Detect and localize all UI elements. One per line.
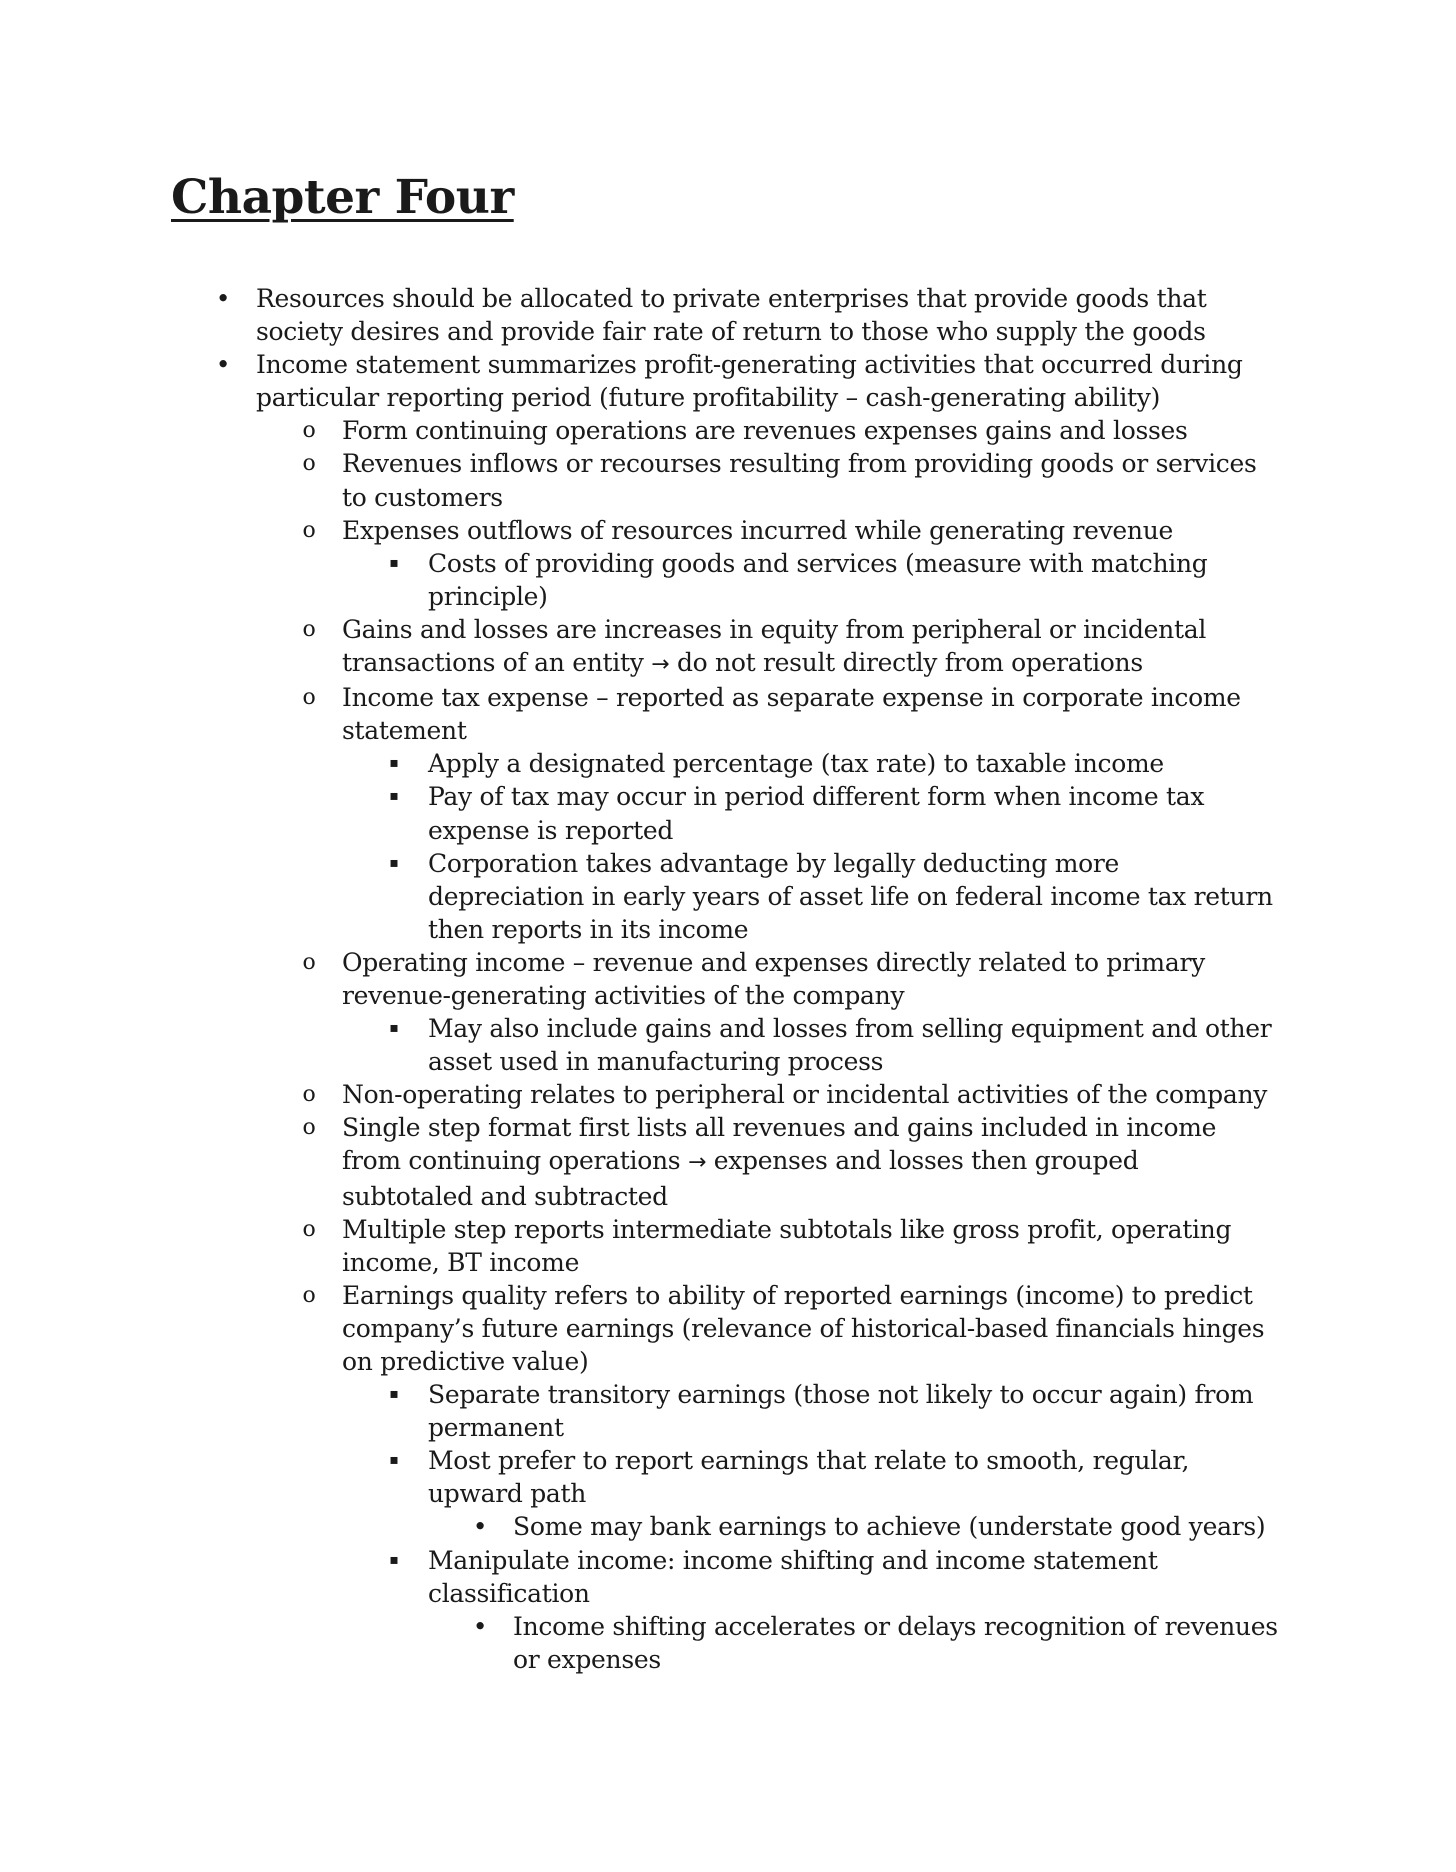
circle-bullet-marker: o (302, 616, 316, 642)
sub-bullet-item (302, 681, 1274, 747)
circle-bullet-marker: o (302, 949, 316, 975)
circle-bullet-marker: o (302, 1115, 316, 1141)
bullet-text: Apply a designated percentage (tax rate) to taxable income (428, 749, 1164, 779)
sub-bullet-item (302, 414, 1274, 447)
bullet-text: Separate transitory earnings (those not likely to occur again) from permanent (428, 1380, 1254, 1443)
level-4-bullet-item (472, 1610, 1278, 1676)
sub-bullet-item (302, 514, 1274, 547)
bullet-text: May also include gains and losses from selling equipment and other asset used in manufacturing process (428, 1014, 1272, 1077)
bullet-text-continued: do not result directly from operations (669, 648, 1143, 678)
sub-sub-bullet-item (389, 547, 1278, 613)
bullet-text: Income statement summarizes profit-generating activities that occurred during particular reporting period (future profitability – cash-generating ability) (256, 350, 1243, 413)
bullet-item (215, 348, 1274, 414)
bullet-text: Resources should be allocated to private enterprises that provide goods that society desires and provide fair rate of return to those who supply the goods (256, 284, 1207, 347)
circle-bullet-marker: o (302, 685, 316, 711)
bullet-item (215, 282, 1274, 348)
bullet-text: Some may bank earnings to achieve (understate good years) (513, 1512, 1266, 1542)
right-arrow-icon: → (651, 652, 670, 678)
square-bullet-marker: ▪ (389, 755, 399, 772)
notes-outline (0, 282, 1456, 1676)
level-4-bullet-item (472, 1510, 1278, 1543)
bullet-text: Revenues inflows or recourses resulting from providing goods or services to customers (342, 449, 1257, 512)
sub-bullet-item (302, 1279, 1274, 1378)
square-bullet-marker: ▪ (389, 1452, 399, 1469)
bullet-text: Earnings quality refers to ability of reported earnings (income) to predict company’s future earnings (relevance of historical-based financials hinges on predictive value) (342, 1280, 1265, 1376)
sub-bullet-item (302, 447, 1274, 513)
bullet-text: Corporation takes advantage by legally deducting more depreciation in early years of asset life on federal income tax return then reports in its income (428, 848, 1273, 944)
circle-bullet-marker: o (302, 1082, 316, 1108)
bullet-text: Manipulate income: income shifting and income statement classification (428, 1545, 1158, 1608)
sub-sub-bullet-item (389, 1544, 1278, 1610)
bullet-text: Expenses outflows of resources incurred while generating revenue (342, 515, 1174, 545)
circle-bullet-marker: o (302, 418, 316, 444)
bullet-text: Costs of providing goods and services (measure with matching principle) (428, 548, 1208, 611)
bullet-text: Non-operating relates to peripheral or incidental activities of the company (342, 1080, 1268, 1110)
square-bullet-marker: ▪ (389, 1551, 399, 1568)
circle-bullet-marker: o (302, 1282, 316, 1308)
bullet-text: Income tax expense – reported as separate expense in corporate income statement (342, 683, 1241, 746)
sub-sub-bullet-item (389, 747, 1278, 780)
square-bullet-marker: ▪ (389, 854, 399, 871)
sub-sub-bullet-item (389, 1012, 1278, 1078)
circle-bullet-marker: o (302, 517, 316, 543)
sub-bullet-item (302, 1111, 1274, 1212)
bullet-text: Pay of tax may occur in period different form when income tax expense is reported (428, 782, 1205, 845)
bullet-text: Most prefer to report earnings that relate to smooth, regular, upward path (428, 1446, 1190, 1509)
circle-bullet-marker: o (302, 1216, 316, 1242)
square-bullet-marker: ▪ (389, 1386, 399, 1403)
sub-bullet-item (302, 946, 1274, 1012)
sub-bullet-item (302, 1078, 1274, 1111)
sub-bullet-item (302, 1213, 1274, 1279)
square-bullet-marker: ▪ (389, 1020, 399, 1037)
bullet-marker: • (215, 284, 231, 313)
sub-sub-bullet-item (389, 1444, 1278, 1510)
sub-sub-bullet-item (389, 780, 1278, 846)
sub-sub-bullet-item (389, 847, 1278, 946)
bullet-text: Gains and losses are increases in equity from peripheral or incidental transactions of an entity (342, 614, 1207, 678)
square-bullet-marker: ▪ (389, 788, 399, 805)
bullet-marker: • (472, 1512, 488, 1542)
bullet-marker: • (215, 350, 231, 380)
chapter-title: Chapter Four (171, 170, 514, 225)
sub-bullet-item (302, 613, 1274, 681)
circle-bullet-marker: o (302, 451, 316, 477)
bullet-text-continued: expenses and losses then grouped subtotaled and subtracted (342, 1146, 1139, 1211)
bullet-marker: • (472, 1611, 488, 1641)
bullet-text: Income shifting accelerates or delays recognition of revenues or expenses (513, 1611, 1278, 1674)
sub-sub-bullet-item (389, 1378, 1278, 1444)
right-arrow-icon: → (687, 1150, 707, 1176)
square-bullet-marker: ▪ (389, 554, 399, 571)
bullet-text: Form continuing operations are revenues expenses gains and losses (342, 416, 1188, 446)
bullet-text: Single step format first lists all revenues and gains included in income from continuing operations (342, 1113, 1217, 1176)
bullet-text: Operating income – revenue and expenses directly related to primary revenue-generating activities of the company (342, 947, 1205, 1010)
bullet-text: Multiple step reports intermediate subtotals like gross profit, operating income, BT income (342, 1214, 1232, 1277)
